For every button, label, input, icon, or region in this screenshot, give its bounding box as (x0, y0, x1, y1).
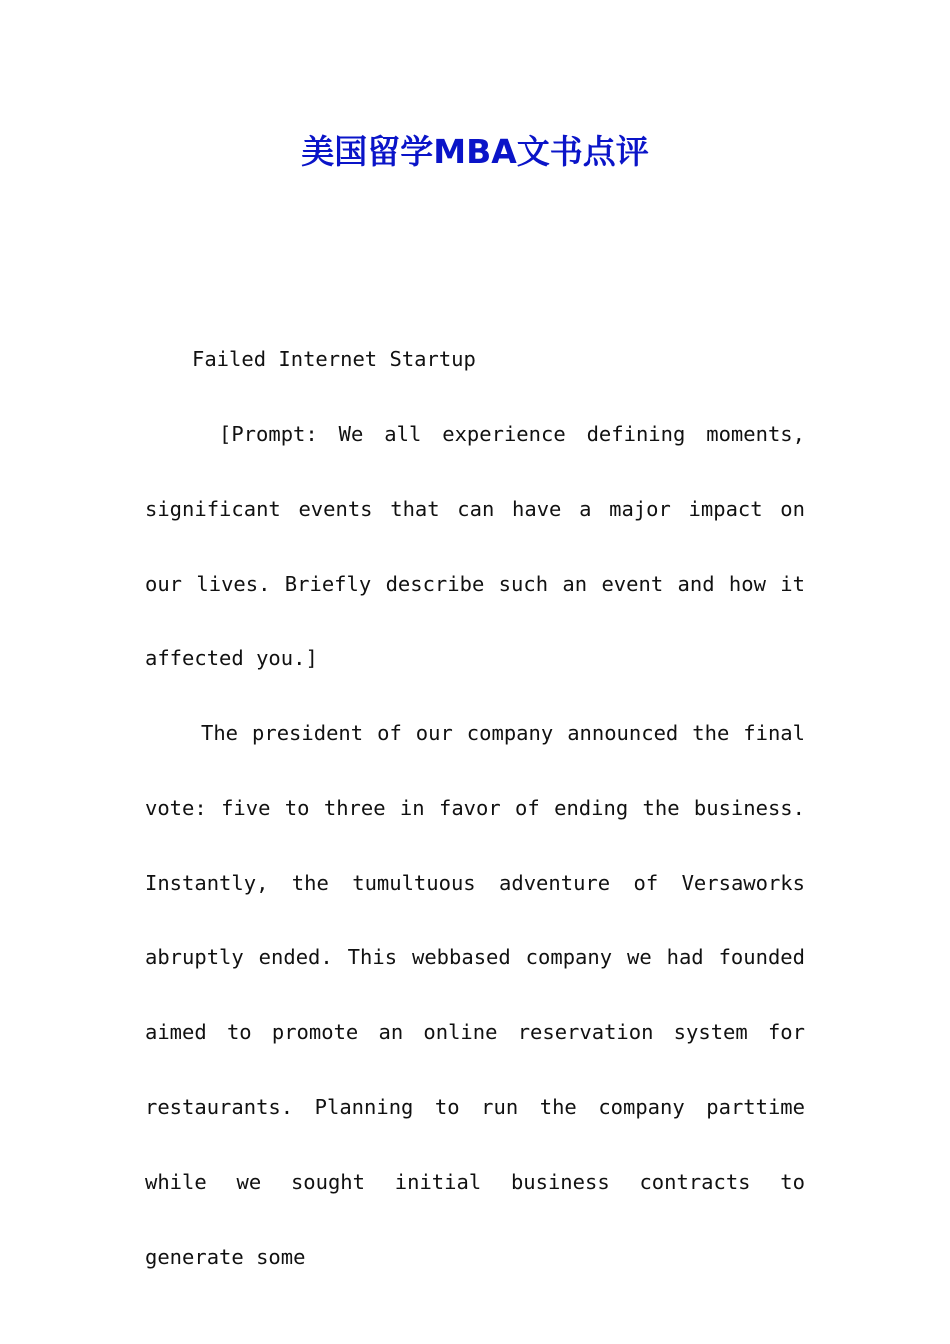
essay-paragraph: The president of our company announced the final vote: five to three in favor of ending the business. Instantly, the tumultuous adventure of Versaworks abruptly ended. This webbased company we had founded aimed to promote an online reservation system for restaurants. Planning to run the company parttime while we sought initial business contracts to generate some (145, 721, 805, 1269)
prompt-paragraph: [Prompt: We all experience defining moments, significant events that can have a major impact on our lives. Briefly describe such an event and how it affected you.] (145, 422, 805, 671)
document-title: 美国留学MBA文书点评 (301, 132, 649, 171)
essay-subtitle: Failed Internet Startup (192, 347, 476, 371)
